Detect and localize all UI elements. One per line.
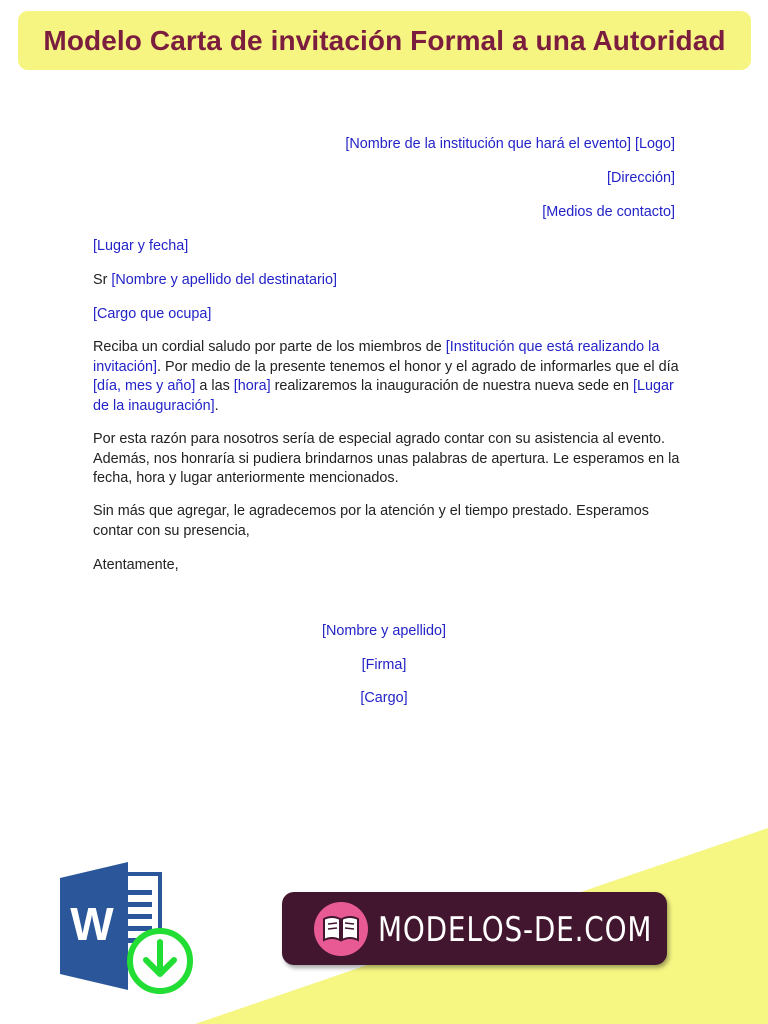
paragraph-thanks: Sin más que agregar, le agradecemos por la atención y el tiempo prestado. Esperamos contar con su presencia, xyxy=(93,503,649,539)
institution-line: [Nombre de la institución que hará el evento] [Logo] xyxy=(345,136,675,152)
page-title: Modelo Carta de invitación Formal a una Autoridad xyxy=(43,24,726,56)
salutation-prefix: Sr xyxy=(93,272,112,288)
place-date: [Lugar y fecha] xyxy=(93,238,189,254)
signature-name: [Nombre y apellido] xyxy=(322,623,446,639)
placeholder-date: [día, mes y año] xyxy=(93,378,196,394)
paragraph-invitation xyxy=(93,338,683,416)
placeholder-institution: [Institución que está realizando la invitación] xyxy=(93,339,660,375)
paragraph-request: Por esta razón para nosotros sería de especial agrado contar con su asistencia al evento. Además, nos honraría si pudiera brindarnos unas palabras de apertura. Le esperamos en la fecha, hora y lugar anteriormente mencionados. xyxy=(93,431,680,486)
brand-name: MODELOS-DE.COM xyxy=(378,910,653,950)
salutation xyxy=(93,271,337,289)
recipient-position: [Cargo que ocupa] xyxy=(93,306,212,322)
paragraph-text: realizaremos la inauguración de nuestra nueva sede en xyxy=(270,378,634,394)
paragraph-text: a las xyxy=(195,378,234,394)
brand-badge[interactable] xyxy=(282,892,667,965)
download-arrow-icon xyxy=(130,931,190,991)
placeholder-place: [Lugar de la inauguración] xyxy=(93,378,674,414)
address-line: [Dirección] xyxy=(607,170,675,186)
paragraph-text: . xyxy=(214,397,219,414)
recipient-name: [Nombre y apellido del destinatario] xyxy=(111,272,337,288)
signature-field: [Firma] xyxy=(361,657,407,673)
word-download-icon[interactable] xyxy=(58,856,198,996)
open-book-icon xyxy=(314,902,368,956)
word-letter: W xyxy=(70,898,114,950)
contact-line: [Medios de contacto] xyxy=(542,204,675,220)
signature-role: [Cargo] xyxy=(360,690,408,706)
title-banner xyxy=(18,11,751,70)
paragraph-text: Reciba un cordial saludo por parte de los miembros de xyxy=(93,339,446,355)
placeholder-time: [hora] xyxy=(233,378,271,394)
closing: Atentamente, xyxy=(93,557,179,573)
paragraph-text: . Por medio de la presente tenemos el honor y el agrado de informarles que el día xyxy=(157,358,679,375)
